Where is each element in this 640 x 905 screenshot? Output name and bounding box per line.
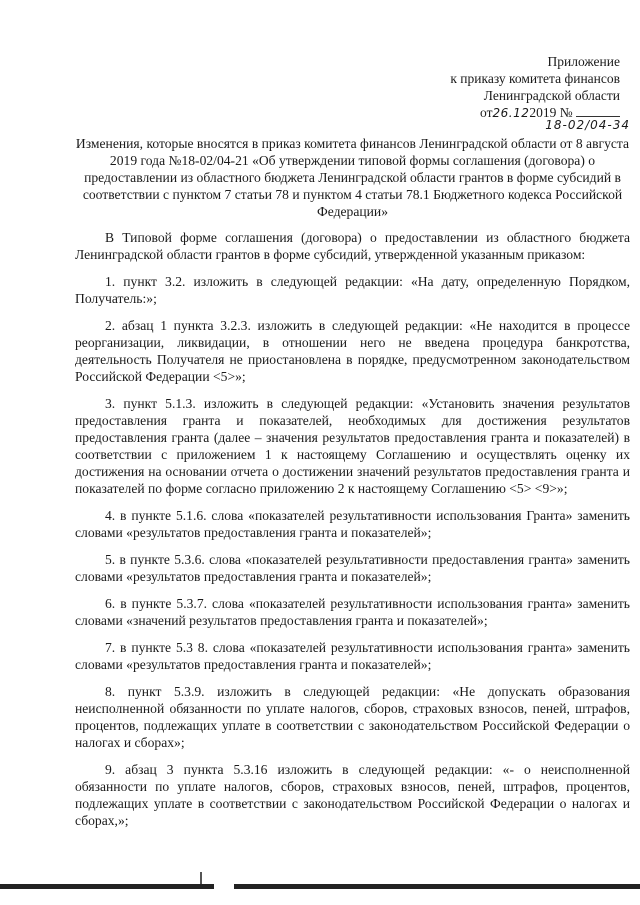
list-item-6: 6. в пункте 5.3.7. слова «показателей результативности использования гранта» заменить словами «значений результатов предоставления гранта и показателей»; bbox=[75, 596, 630, 628]
scan-bottom-edge bbox=[0, 884, 640, 889]
date-prefix: от bbox=[480, 105, 493, 120]
document-title: Изменения, которые вносятся в приказ комитета финансов Ленинградской области от 8 августа 2019 года №18-02/04-21 «Об утверждении типовой формы соглашения (договора) о предоставлении из областного бюджета Ленинградской области грантов в форме субсидий в соответствии с пунктом 7 статьи 78 и пунктом 4 статьи 78.1 Бюджетного кодекса Российской Федерации» bbox=[75, 136, 630, 219]
number-blank-line bbox=[576, 104, 620, 117]
list-item-8: 8. пункт 5.3.9. изложить в следующей редакции: «Не допускать образования неисполненной обязанности по уплате налогов, сборов, страховых взносов, пеней, штрафов, процентов, подлежащих уплате в соответствии с законодательством Российской Федерации о налогах и сборах»; bbox=[75, 684, 630, 750]
list-item-4: 4. в пункте 5.1.6. слова «показателей результативности использования Гранта» заменить словами «результатов предоставления гранта и показателей»; bbox=[75, 508, 630, 540]
appendix-line-1: Приложение bbox=[547, 54, 620, 69]
list-item-5: 5. в пункте 5.3.6. слова «показателей результативности предоставления гранта» заменить словами «результатов предоставления гранта и показателей»; bbox=[75, 552, 630, 584]
handwritten-date: 26.12 bbox=[492, 106, 530, 120]
date-year: 2019 № bbox=[529, 105, 573, 120]
scan-edge-gap bbox=[214, 884, 234, 889]
list-item-7: 7. в пункте 5.3 8. слова «показателей результативности использования гранта» заменить словами «результатов предоставления гранта и показателей»; bbox=[75, 640, 630, 672]
appendix-line-2: к приказу комитета финансов bbox=[450, 71, 620, 86]
appendix-line-3: Ленинградской области bbox=[483, 88, 620, 103]
list-item-1: 1. пункт 3.2. изложить в следующей редакции: «На дату, определенную Порядком, Получатель:»; bbox=[75, 274, 630, 306]
intro-paragraph: В Типовой форме соглашения (договора) о предоставлении из областного бюджета Ленинградской области грантов в форме субсидий, утвержденной указанным приказом: bbox=[75, 230, 630, 262]
handwritten-reg-number: 18-02/04-34 bbox=[545, 118, 630, 132]
list-item-3: 3. пункт 5.1.3. изложить в следующей редакции: «Установить значения результатов предоставления гранта и показателей, необходимых для достижения результатов предоставления гранта (далее – значения результатов предоставления гранта и показателей) в соответствии с приложением 1 к настоящему Соглашению и осуществлять оценку их достижения на основании отчета о достижении значений результатов предоставления гранта и показателей по форме согласно приложению 2 к настоящему Соглашению <5> <9>»; bbox=[75, 396, 630, 496]
list-item-2: 2. абзац 1 пункта 3.2.3. изложить в следующей редакции: «Не находится в процессе реорганизации, ликвидации, в отношении него не введена процедура банкротства, деятельность Получателя не приостановлена в порядке, предусмотренном законодательством Российской Федерации <5>»; bbox=[75, 318, 630, 384]
appendix-header bbox=[450, 53, 620, 122]
document-body bbox=[75, 229, 630, 839]
list-item-9: 9. абзац 3 пункта 5.3.16 изложить в следующей редакции: «- о неисполненной обязанности по уплате налогов, сборов, страховых взносов, пеней, штрафов, процентов, подлежащих уплате в соответствии с законодательством Российской Федерации о налогах и сборах,»; bbox=[75, 762, 630, 828]
